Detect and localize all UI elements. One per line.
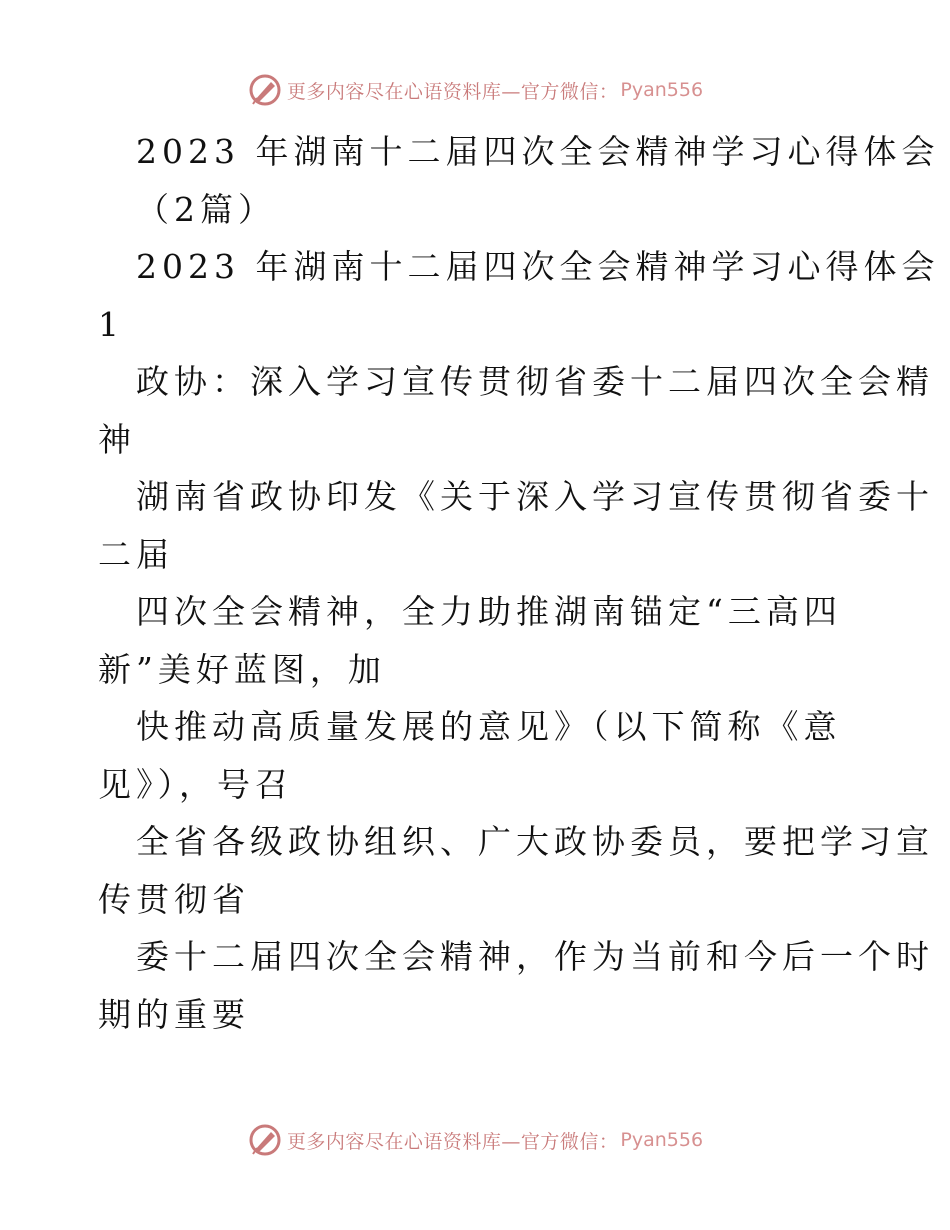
- watermark-text: 更多内容尽在心语资料库—官方微信：: [286, 1130, 619, 1153]
- watermark-text: 更多内容尽在心语资料库—官方微信：: [286, 80, 619, 103]
- doc-line-6: 神: [98, 419, 136, 459]
- doc-line-16: 期的重要: [98, 994, 250, 1034]
- doc-line-1: 2023 年湖南十二届四次全会精神学习心得体会: [136, 132, 940, 171]
- doc-line-13: 全省各级政协组织、广大政协委员，要把学习宣: [136, 822, 934, 861]
- watermark-contact: Pyan556: [620, 1129, 704, 1151]
- doc-line-10: 新”美好蓝图，加: [98, 649, 386, 689]
- pen-logo-icon: [247, 72, 283, 108]
- doc-line-14: 传贯彻省: [98, 879, 250, 919]
- doc-line-5: 政协：深入学习宣传贯彻省委十二届四次全会精: [136, 362, 934, 401]
- doc-line-3: 2023 年湖南十二届四次全会精神学习心得体会: [136, 247, 940, 286]
- doc-line-7: 湖南省政协印发《关于深入学习宣传贯彻省委十: [136, 477, 934, 516]
- doc-line-8: 二届: [98, 534, 174, 574]
- footer-watermark: [0, 1120, 950, 1160]
- header-watermark: [0, 70, 950, 110]
- watermark-contact: Pyan556: [620, 79, 704, 101]
- doc-line-4: 1: [98, 304, 124, 344]
- document-body: [98, 123, 940, 1043]
- pen-logo-icon: [247, 1122, 283, 1158]
- doc-line-12: 见》），号召: [98, 764, 293, 804]
- doc-line-2: （2篇）: [136, 189, 276, 229]
- doc-line-11: 快推动高质量发展的意见》（以下简称《意: [136, 707, 842, 746]
- doc-line-15: 委十二届四次全会精神，作为当前和今后一个时: [136, 937, 934, 976]
- doc-line-9: 四次全会精神，全力助推湖南锚定“三高四: [136, 592, 842, 631]
